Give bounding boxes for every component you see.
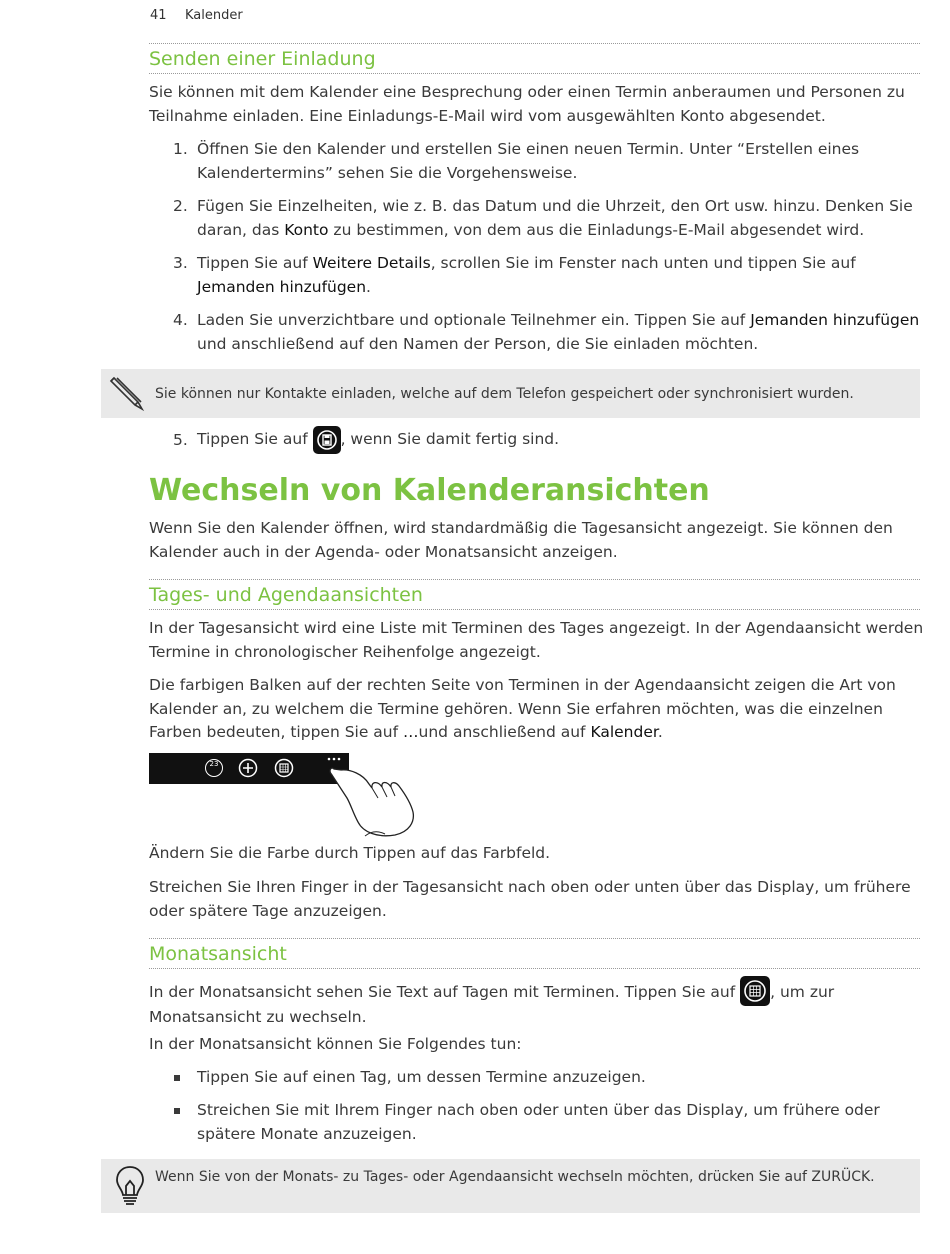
day-agenda-p1: In der Tagesansicht wird eine Liste mit Terminen des Tages angezeigt. In der Agendaansicht werden Termine in chronologischer Reihenfolge angezeigt.: [149, 619, 924, 661]
step-2-text: Fügen Sie Einzelheiten, wie z. B. das Datum und die Uhrzeit, den Ort usw. hinzu. Denken Sie daran, das Konto zu bestimmen, von dem aus die Einladungs-E-Mail abgesendet wird.: [197, 197, 913, 239]
step-1-text: Öffnen Sie den Kalender und erstellen Sie einen neuen Termin. Unter “Erstellen eines Kalendertermins” sehen Sie die Vorgehensweise.: [197, 140, 860, 182]
day-agenda-p2: Die farbigen Balken auf der rechten Seite von Terminen in der Agendaansicht zeigen die Art von Kalender an, zu welchem die Termine gehören. Wenn Sie erfahren möchten, was die einzelnen Farben bedeuten, tippen Sie auf …und anschließend auf Kalender.: [149, 676, 896, 741]
month-bullet-1: Tippen Sie auf einen Tag, um dessen Termine anzuzeigen.: [197, 1068, 646, 1086]
step-number: 4.: [173, 311, 188, 329]
lightbulb-icon: [113, 1164, 147, 1208]
step-number: 1.: [173, 140, 188, 158]
note-text: Sie können nur Kontakte einladen, welche auf dem Telefon gespeichert oder synchronisiert wurden.: [155, 386, 854, 402]
step-number: 5.: [173, 431, 188, 449]
running-header: Kalender: [185, 8, 243, 23]
step-4-text: Laden Sie unverzichtbare und optionale Teilnehmer ein. Tippen Sie auf Jemanden hinzufügen und anschließend auf den Namen der Person, die Sie einladen möchten.: [197, 311, 920, 353]
hand-tap-icon: [325, 760, 420, 840]
pencil-icon: [106, 372, 146, 412]
month-bullet-2: Streichen Sie mit Ihrem Finger nach oben oder unten über das Display, um frühere oder spätere Monate anzuzeigen.: [197, 1101, 880, 1143]
invitation-intro: Sie können mit dem Kalender eine Besprechung oder einen Termin anberaumen und Personen zu Teilnahme einladen. Eine Einladungs-E-Mail wird vom ausgewählten Konto abgesendet.: [149, 83, 905, 125]
day-agenda-p3: Ändern Sie die Farbe durch Tippen auf das Farbfeld.: [149, 844, 551, 862]
month-p2: In der Monatsansicht können Sie Folgendes tun:: [149, 1035, 522, 1053]
section-title-views: Wechseln von Kalenderansichten: [149, 473, 710, 508]
month-view-icon: [740, 976, 770, 1006]
bullet: [174, 1075, 180, 1081]
step-3-text: Tippen Sie auf Weitere Details, scrollen Sie im Fenster nach unten und tippen Sie auf Jemanden hinzufügen.: [197, 254, 856, 296]
step-5-text: Tippen Sie auf , wenn Sie damit fertig sind.: [197, 424, 927, 454]
tip-text: Wenn Sie von der Monats- zu Tages- oder Agendaansicht wechseln möchten, drücken Sie auf ZURÜCK.: [155, 1169, 875, 1185]
page-number: 41: [150, 8, 167, 23]
month-p1: In der Monatsansicht sehen Sie Text auf Tagen mit Terminen. Tippen Sie auf , um zur Monatsansicht zu wechseln.: [149, 976, 924, 1030]
add-icon: [238, 758, 258, 778]
section-title-month: Monatsansicht: [149, 938, 920, 969]
month-view-icon: [274, 758, 294, 778]
day-agenda-p4: Streichen Sie Ihren Finger in der Tagesansicht nach oben oder unten über das Display, um frühere oder spätere Tage anzuzeigen.: [149, 878, 911, 920]
section-title-invitation: Senden einer Einladung: [149, 43, 920, 74]
views-intro: Wenn Sie den Kalender öffnen, wird standardmäßig die Tagesansicht angezeigt. Sie können den Kalender auch in der Agenda- oder Monatsansicht anzeigen.: [149, 519, 893, 561]
step-number: 3.: [173, 254, 188, 272]
bullet: [174, 1108, 180, 1114]
app-bar-illustration: [149, 753, 349, 784]
section-title-day-agenda: Tages- und Agendaansichten: [149, 579, 920, 610]
today-icon: 23: [205, 759, 223, 777]
save-icon: [313, 426, 341, 454]
step-number: 2.: [173, 197, 188, 215]
